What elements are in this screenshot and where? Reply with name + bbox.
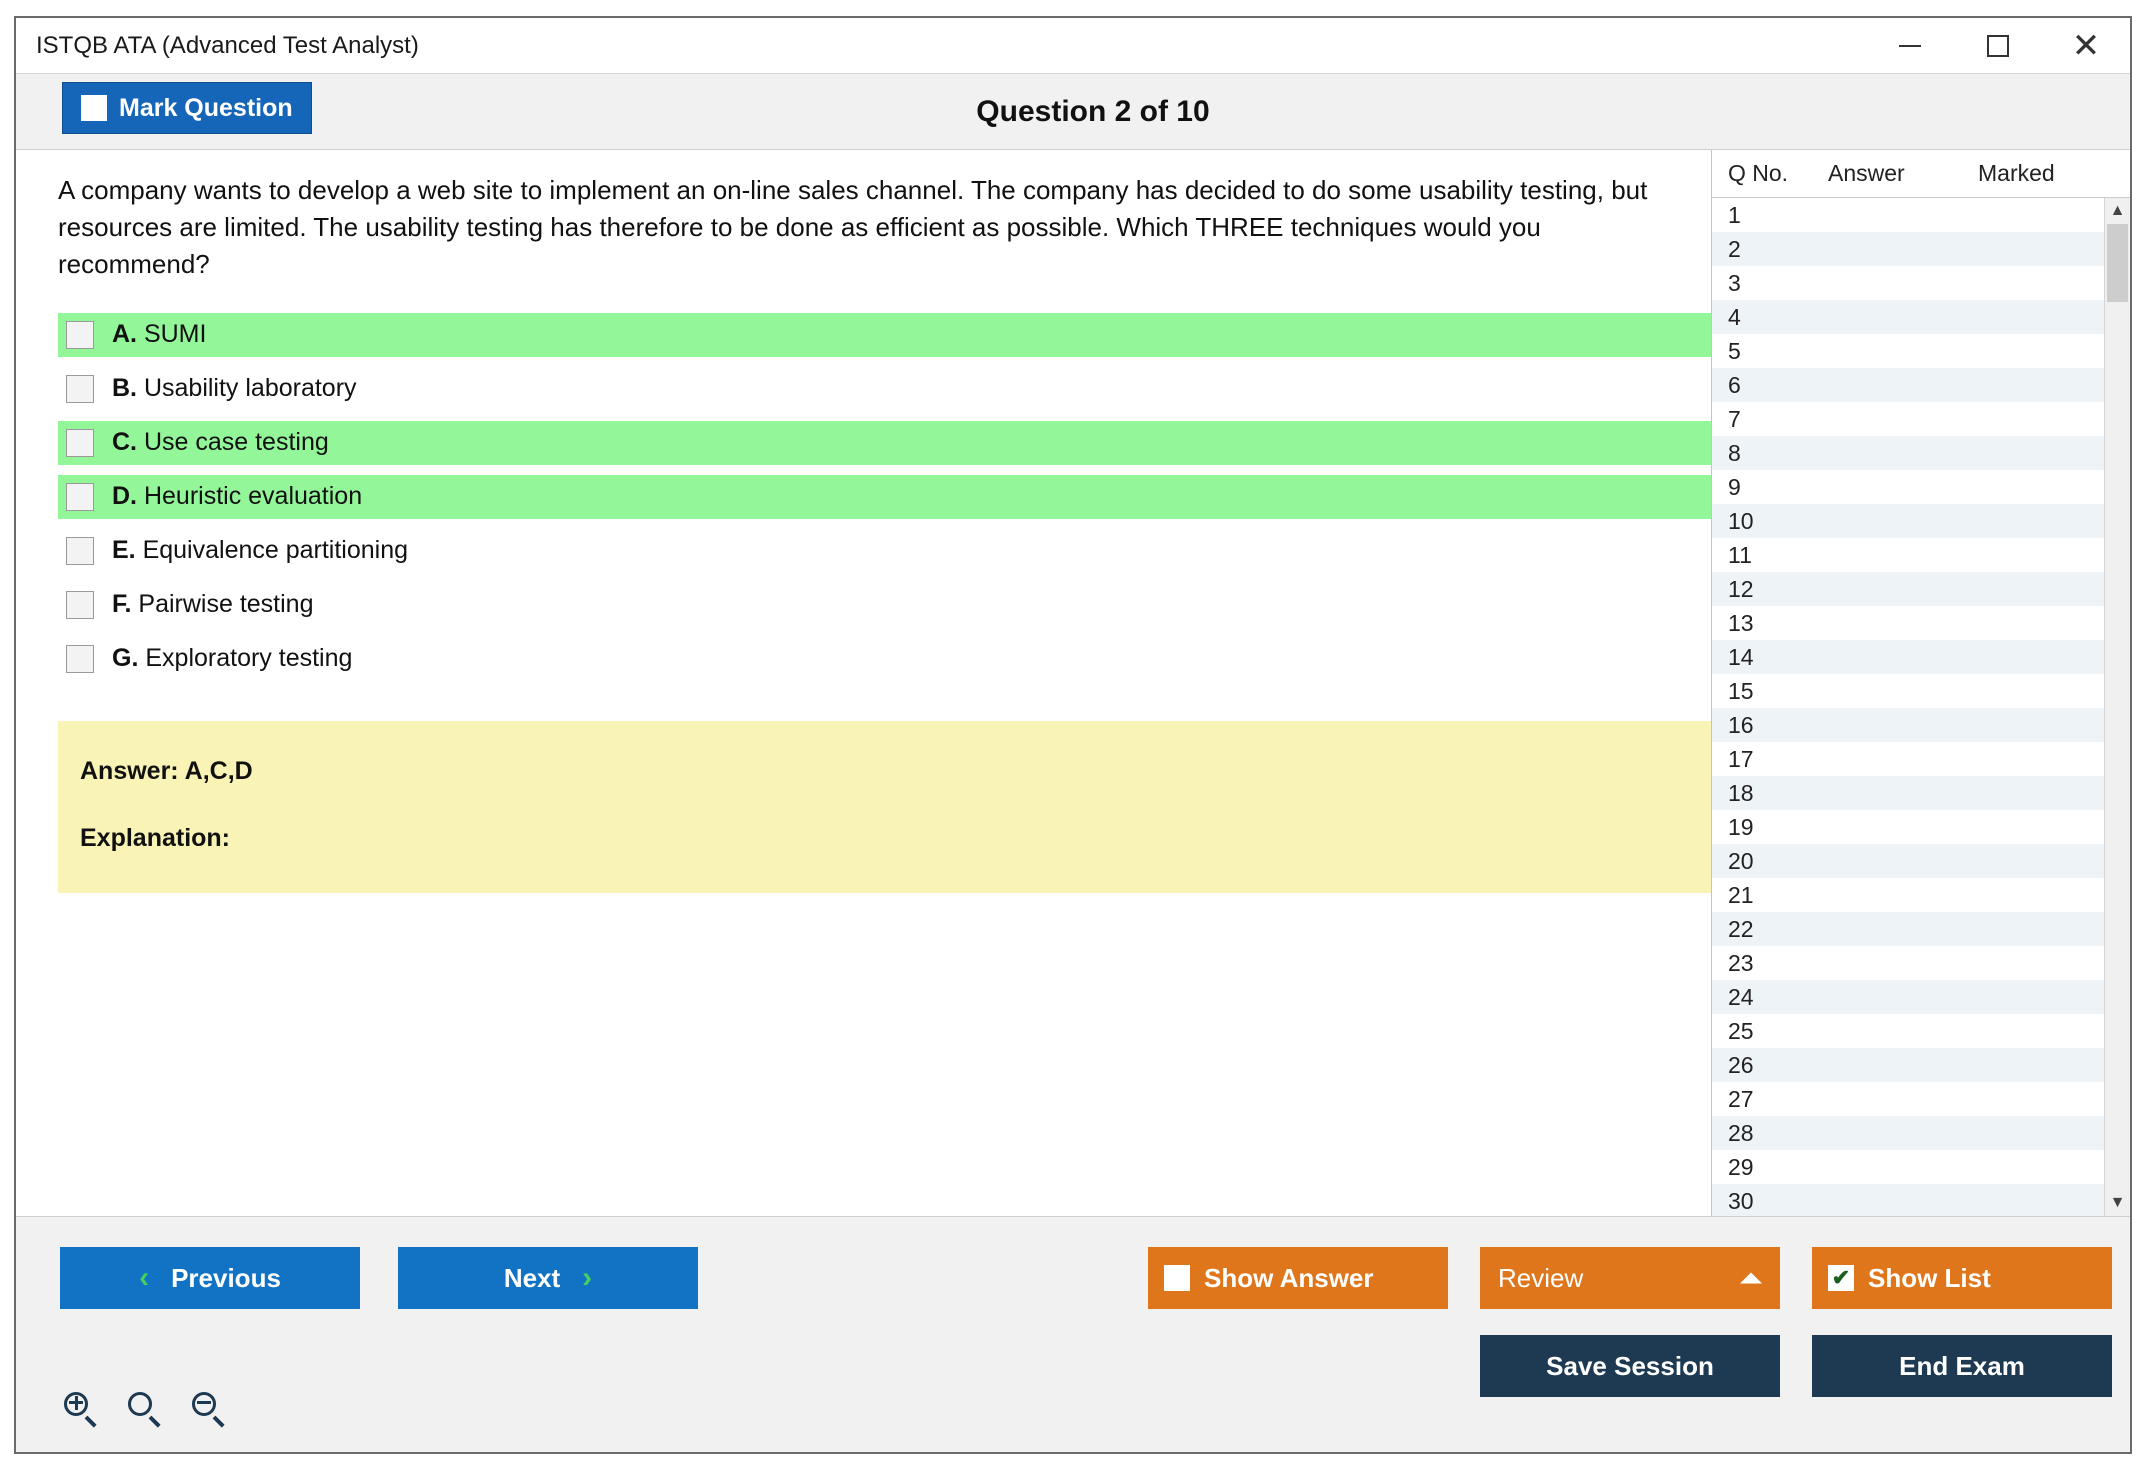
option-text-g: Exploratory testing — [145, 644, 353, 673]
answer-text: Answer: A,C,D — [80, 756, 253, 785]
application-window — [14, 16, 2132, 1454]
question-list-row-qno: 14 — [1728, 643, 1754, 670]
question-list-row[interactable] — [1712, 232, 2104, 266]
window-title: ISTQB ATA (Advanced Test Analyst) — [36, 31, 419, 59]
question-list-scroll-area — [1712, 198, 2130, 1216]
question-list-row-qno: 13 — [1728, 609, 1754, 636]
question-list-row-qno: 4 — [1728, 303, 1741, 330]
question-list-row-qno: 1 — [1728, 201, 1741, 228]
question-list-row-qno: 21 — [1728, 881, 1754, 908]
question-list-row[interactable] — [1712, 1082, 2104, 1116]
question-text: A company wants to develop a web site to implement an on-line sales channel. The company has decided to do some usability testing, but resources are limited. The usability testing has therefore to be done as efficient as possible. Which THREE techniques would you recommend? — [58, 175, 1648, 279]
save-session-label: Save Session — [1546, 1350, 1714, 1381]
question-list-pane — [1711, 150, 2130, 1216]
question-list-row[interactable] — [1712, 946, 2104, 980]
question-list-row[interactable] — [1712, 1048, 2104, 1082]
question-list-row[interactable] — [1712, 810, 2104, 844]
show-answer-button[interactable] — [1148, 1247, 1448, 1309]
question-list-rows — [1712, 198, 2104, 1216]
option-text-d: Heuristic evaluation — [143, 482, 363, 511]
question-list-row-qno: 25 — [1728, 1017, 1754, 1044]
question-list-row[interactable] — [1712, 572, 2104, 606]
chevron-right-icon: › — [582, 1261, 593, 1294]
question-list-row[interactable] — [1712, 912, 2104, 946]
question-list-row[interactable] — [1712, 878, 2104, 912]
maximize-icon — [1987, 35, 2009, 57]
question-list-row-qno: 26 — [1728, 1051, 1754, 1078]
option-text-f: Pairwise testing — [138, 590, 314, 619]
option-label-f — [112, 590, 313, 619]
question-list-row[interactable] — [1712, 606, 2104, 640]
next-label: Next — [503, 1262, 561, 1293]
option-checkbox-c[interactable] — [66, 429, 94, 457]
question-list-row-qno: 3 — [1728, 269, 1741, 296]
option-label-d — [112, 482, 362, 511]
question-list-row[interactable] — [1712, 334, 2104, 368]
question-list-row-qno: 28 — [1728, 1119, 1754, 1146]
question-list-row-qno: 15 — [1728, 677, 1754, 704]
option-letter-a: A. — [112, 320, 137, 349]
question-list-row-qno: 22 — [1728, 915, 1754, 942]
mark-question-checkbox-icon[interactable] — [81, 95, 107, 121]
option-letter-e: E. — [112, 536, 136, 565]
answer-options-list — [58, 313, 1689, 681]
option-row-b[interactable] — [58, 367, 1711, 411]
question-list-row[interactable] — [1712, 980, 2104, 1014]
answer-explanation-box — [58, 721, 1711, 893]
question-list-row-qno: 11 — [1728, 541, 1752, 568]
chevron-left-icon: ‹ — [139, 1261, 150, 1294]
question-list-row[interactable] — [1712, 198, 2104, 232]
question-list-header — [1712, 150, 2130, 198]
explanation-label: Explanation: — [80, 823, 231, 852]
question-list-row[interactable] — [1712, 504, 2104, 538]
option-letter-d: D. — [112, 482, 137, 511]
question-list-row[interactable] — [1712, 640, 2104, 674]
body — [16, 150, 2130, 1216]
question-list-row[interactable] — [1712, 402, 2104, 436]
mark-question-button[interactable] — [62, 82, 312, 134]
question-list-row-qno: 10 — [1728, 507, 1754, 534]
title-bar — [16, 18, 2130, 74]
option-checkbox-b[interactable] — [66, 375, 94, 403]
zoom-out-icon[interactable] — [190, 1390, 228, 1428]
question-list-row-qno: 12 — [1728, 575, 1754, 602]
scroll-down-icon[interactable]: ▼ — [2105, 1190, 2130, 1216]
option-row-f[interactable] — [58, 583, 1711, 627]
question-list-row[interactable] — [1712, 742, 2104, 776]
question-list-row[interactable] — [1712, 1184, 2104, 1216]
option-label-e — [112, 536, 408, 565]
question-pane — [16, 150, 1711, 1216]
zoom-tools — [62, 1390, 228, 1428]
question-list-row-qno: 9 — [1728, 473, 1741, 500]
option-letter-b: B. — [112, 374, 137, 403]
question-list-row[interactable] — [1712, 708, 2104, 742]
show-list-checkbox-icon[interactable]: ✔ — [1828, 1265, 1854, 1291]
question-counter: Question 2 of 10 — [976, 94, 1210, 128]
option-row-g[interactable] — [58, 637, 1711, 681]
previous-button[interactable] — [60, 1247, 360, 1309]
question-list-row[interactable] — [1712, 266, 2104, 300]
question-list-row[interactable] — [1712, 436, 2104, 470]
question-list-row-qno: 19 — [1728, 813, 1754, 840]
end-exam-label: End Exam — [1899, 1350, 2025, 1381]
question-list-row-qno: 27 — [1728, 1085, 1754, 1112]
option-text-c: Use case testing — [143, 428, 329, 457]
option-letter-g: G. — [112, 644, 139, 673]
question-list-row[interactable] — [1712, 776, 2104, 810]
minimize-button[interactable] — [1866, 18, 1954, 74]
option-checkbox-d[interactable] — [66, 483, 94, 511]
footer-toolbar — [16, 1216, 2130, 1452]
show-answer-label: Show Answer — [1204, 1262, 1374, 1293]
close-icon: ✕ — [2071, 27, 2101, 65]
question-list-row-qno: 17 — [1728, 745, 1754, 772]
option-label-b — [112, 374, 357, 403]
option-text-b: Usability laboratory — [143, 374, 357, 403]
show-list-label: Show List — [1868, 1262, 1991, 1293]
option-row-a[interactable] — [58, 313, 1711, 357]
question-list-row[interactable] — [1712, 844, 2104, 878]
question-list-row-qno: 7 — [1728, 405, 1741, 432]
question-list-row-qno: 29 — [1728, 1153, 1754, 1180]
zoom-in-icon[interactable] — [62, 1390, 100, 1428]
option-label-g — [112, 644, 352, 673]
column-header-answer: Answer — [1828, 160, 1905, 186]
end-exam-button[interactable] — [1812, 1335, 2112, 1397]
question-list-row-qno: 23 — [1728, 949, 1754, 976]
option-text-e: Equivalence partitioning — [142, 536, 409, 565]
question-list-row[interactable] — [1712, 1150, 2104, 1184]
option-checkbox-g[interactable] — [66, 645, 94, 673]
option-label-c — [112, 428, 329, 457]
option-checkbox-a[interactable] — [66, 321, 94, 349]
question-list-row[interactable] — [1712, 538, 2104, 572]
scroll-up-icon[interactable]: ▲ — [2105, 198, 2130, 224]
question-list-row[interactable] — [1712, 470, 2104, 504]
question-list-scrollbar[interactable] — [2104, 198, 2130, 1216]
option-letter-f: F. — [112, 590, 132, 619]
question-header — [16, 74, 2130, 150]
close-button[interactable] — [2042, 18, 2130, 74]
chevron-up-icon — [1740, 1273, 1762, 1284]
option-row-c[interactable] — [58, 421, 1711, 465]
question-list-row-qno: 20 — [1728, 847, 1754, 874]
question-list-row-qno: 16 — [1728, 711, 1754, 738]
option-letter-c: C. — [112, 428, 137, 457]
question-list-row[interactable] — [1712, 674, 2104, 708]
scrollbar-thumb[interactable] — [2107, 224, 2128, 302]
mark-question-label: Mark Question — [119, 93, 293, 122]
option-label-a — [112, 320, 206, 349]
previous-label: Previous — [171, 1262, 281, 1293]
maximize-button[interactable] — [1954, 18, 2042, 74]
question-list-row-qno: 2 — [1728, 235, 1741, 262]
question-list-row-qno: 30 — [1728, 1187, 1754, 1214]
review-label: Review — [1498, 1262, 1584, 1293]
option-row-e[interactable] — [58, 529, 1711, 573]
question-list-row[interactable] — [1712, 1116, 2104, 1150]
question-list-row[interactable] — [1712, 368, 2104, 402]
minimize-icon — [1899, 45, 1921, 47]
save-session-button[interactable] — [1480, 1335, 1780, 1397]
question-list-row-qno: 24 — [1728, 983, 1754, 1010]
option-text-a: SUMI — [143, 320, 207, 349]
question-list-row[interactable] — [1712, 300, 2104, 334]
review-dropdown[interactable] — [1480, 1247, 1780, 1309]
column-header-qno: Q No. — [1728, 160, 1789, 186]
column-header-marked: Marked — [1978, 160, 2055, 186]
show-list-button[interactable] — [1812, 1247, 2112, 1309]
question-list-row-qno: 6 — [1728, 371, 1741, 398]
option-checkbox-e[interactable] — [66, 537, 94, 565]
question-list-row[interactable] — [1712, 1014, 2104, 1048]
next-button[interactable] — [398, 1247, 698, 1309]
question-list-row-qno: 8 — [1728, 439, 1741, 466]
option-checkbox-f[interactable] — [66, 591, 94, 619]
show-answer-checkbox-icon[interactable] — [1164, 1265, 1190, 1291]
zoom-reset-icon[interactable] — [126, 1390, 164, 1428]
option-row-d[interactable] — [58, 475, 1711, 519]
window-controls — [1866, 18, 2130, 74]
question-list-row-qno: 5 — [1728, 337, 1741, 364]
question-list-row-qno: 18 — [1728, 779, 1754, 806]
